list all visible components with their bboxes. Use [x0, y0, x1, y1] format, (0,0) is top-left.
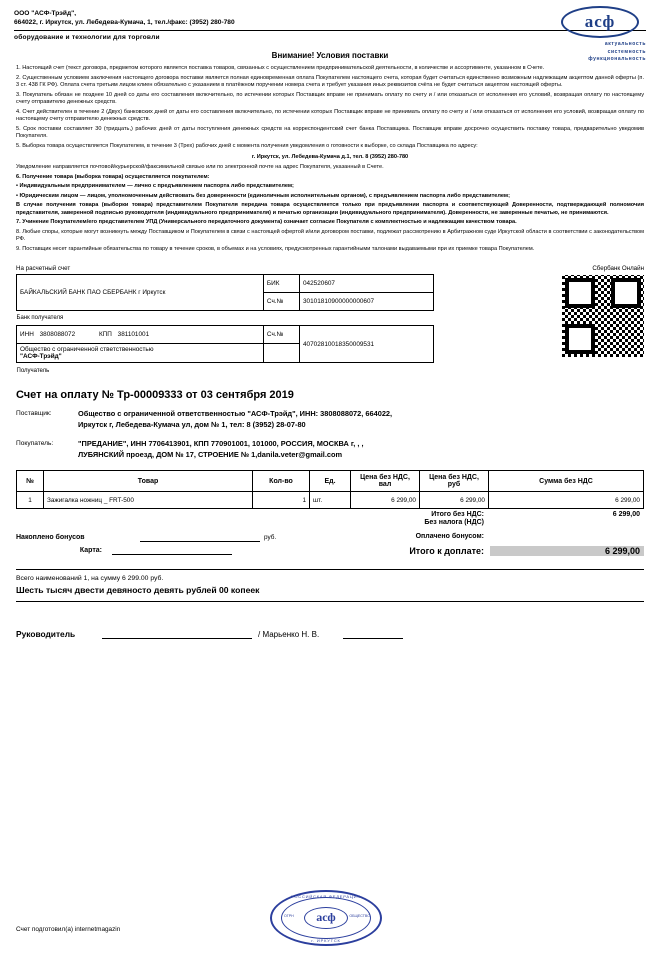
bank-details-block — [16, 265, 644, 377]
terms-title: Внимание! Условия поставки — [271, 51, 389, 60]
prepared-by: Счет подготовил(а) internetmagazin — [16, 926, 121, 933]
card-input[interactable] — [112, 545, 232, 555]
cell-price-rub: 6 299,00 — [420, 492, 489, 509]
buyer-line1: "ПРЕДАНИЕ", ИНН 7706413901, КПП 770901001, 101000, РОССИЯ, МОСКВА г, , , — [78, 438, 364, 448]
terms-item-4: 4. Счет действителен в течение 2 (Двух) банковских дней от даты его составления включительно, по истечении которых Поставщик вправе не принимать оплату по счету и / или отказаться от исполнения его условий, возвращая оплату по настоящему счету отправителю денежных средств. — [16, 108, 644, 123]
terms-item-5: 5. Срок поставки составляет 30 (тридцать,) рабочих дней от даты поступления денежных средств на корреспондентский счет банка Поставщика. Поставщик вправе досрочно осуществить поставку товара, предварительно уведомив Покупателя. — [16, 125, 644, 140]
totals-block — [16, 511, 644, 526]
stamp-arc-bottom: г. ИРКУТСК — [311, 938, 341, 943]
terms-item-2: 2. Существенным условием заключения настоящего договора поставки является полная единовременная оплата Покупателем настоящего счета, которая будет считаться единственно возможным надлежащим акцептом данной оферты (п. 3 ст. 438 ГК РФ). Оплата счета третьим лицом клиен обязательно с указанием в платёжном поручении номера счета и требует указания иных реквизитов счёта не будет считаться акцептом настоящей оферты. — [16, 74, 644, 89]
table-header-row — [17, 471, 644, 492]
stamp-center-text: асф — [316, 910, 336, 924]
summary-block — [16, 569, 644, 595]
buyer-value — [78, 439, 364, 460]
cell-number: 1 — [17, 492, 44, 509]
header-tagline: оборудование и технологии для торговли — [14, 34, 160, 41]
summary-line-1: Всего наименований 1, на сумму 6 299.00 руб. — [16, 575, 164, 583]
supplier-label: Поставщик: — [16, 410, 52, 418]
summary-line-2: Шесть тысяч двести девяносто девять рублей 00 копеек — [16, 585, 260, 596]
kpp-label: КПП — [98, 331, 112, 339]
col-header-price-val: Цена без НДС, вал — [351, 471, 420, 492]
bank-details-table — [16, 274, 434, 377]
logo-sub-line1: актуальность — [604, 41, 646, 47]
total-row-no-tax — [16, 519, 644, 526]
logo-sub-line2: системность — [607, 48, 646, 55]
korr-label: Сч.№ — [263, 293, 299, 311]
col-header-price-rub: Цена без НДС, руб — [420, 471, 489, 492]
stamp-right-text: ОБЩЕСТВО — [349, 914, 370, 918]
header-divider — [14, 30, 646, 31]
cell-sum: 6 299,00 — [489, 492, 644, 509]
account-value: 40702810018350009531 — [300, 326, 434, 363]
table-row — [17, 311, 434, 326]
terms-item-3: 3. Покупатель обязан не позднее 10 дней со даты его составления включительно, по истечении которых Поставщик вправе не принимать оплату по счету и / или отказаться от исполнения его условий, возвращая оплату по настоящему счету отправителю денежных средств. — [16, 91, 644, 106]
bank-left-label: На расчетный счет — [16, 265, 71, 273]
company-logo — [554, 6, 646, 64]
bonus-pay-row — [409, 533, 644, 540]
supplier-line2: Иркутск г, Лебедева-Кумача ул, дом № 1, тел: 8 (3952) 28-07-80 — [78, 420, 306, 430]
final-total-value: 6 299,00 — [490, 546, 644, 556]
bonus-accrued-label: Накоплено бонусов — [16, 533, 85, 541]
terms-item-1: 1. Настоящий счет (текст договора, предметом которого является поставка товаров, связанных с осуществлением предпринимательской деятельности, в количестве и ассортименте, указанном в Счете. — [16, 65, 545, 71]
signature-line-2[interactable] — [343, 628, 403, 639]
account-label: Сч.№ — [263, 326, 299, 344]
terms-section-6-body: В случае получения товара (выборки товара) представителем Покупателя передача товара осуществляется только при предъявлении паспорта и соответствующей Доверенности, подтверждающей полномочия представителя, заверенной подписью руководителя (индивидуального предпринимателя) и печатью организации (индивидуального предпринимателя). Доверенности, не заверенные печатью, не принимаются. — [16, 202, 644, 216]
receiver-bank-label: Банк получателя — [16, 314, 64, 321]
bank-labels-row — [16, 265, 644, 272]
kpp-value: 381101001 — [117, 331, 150, 339]
inn-value: 3808088072 — [39, 331, 76, 339]
logo-mark: асф — [561, 6, 639, 38]
page-title: Счет на оплату № Тр-00009333 от 03 сентября 2019 — [16, 389, 294, 402]
bonus-accrued-input[interactable] — [140, 532, 260, 542]
org-name-cell — [17, 344, 264, 363]
buyer-label: Покупатель: — [16, 439, 54, 447]
cell-price-val: 6 299,00 — [351, 492, 420, 509]
total-value-no-vat: 6 299,00 — [612, 511, 640, 519]
terms-bullet-ul: • Юридическим лицом — лицом, уполномоченным действовать без доверенности (единоличным исполнительным органом), с предъявлением паспорта либо представителем; — [16, 192, 510, 199]
total-row-no-vat — [16, 511, 644, 518]
inn-label: ИНН — [20, 331, 34, 339]
invoice-page — [0, 10, 660, 962]
signature-label: Руководитель — [16, 629, 76, 640]
terms-section-7: 7. Учинение Покупателем/его представителем УПД (Универсального передаточного документа) означает согласие Покупателя с комплектностью и надлежащим качеством товара. — [16, 219, 517, 226]
terms-bullet-ip: • Индивидуальным предпринимателем — лично с предъявлением паспорта либо представителем; — [16, 183, 294, 190]
org-name-line1: Общество с ограниченной стветственностью — [20, 346, 154, 354]
header-company-line1: ООО "АСФ-Трэйд", — [14, 10, 77, 17]
col-header-unit: Ед. — [310, 471, 351, 492]
stamp-arc-top: РОССИЙСКАЯ ФЕДЕРАЦИЯ — [291, 894, 361, 899]
signature-block — [16, 628, 644, 639]
terms-section-8: 8. Любые споры, которые могут возникнуть между Поставщиком и Покупателем в связи с настоящей офертой и/или договором поставки, подлежат рассмотрению в Арбитражном суде Иркутской области в соответствии с законодательством РФ. — [16, 228, 644, 243]
buyer-block — [16, 439, 644, 460]
final-total-label: Итого к доплате: — [409, 546, 484, 557]
table-row — [17, 492, 644, 509]
terms-section-9: 9. Поставщик несет гарантийные обязательства по товару в течение сроков, в объемах и на условиях, предусмотренных гарантийными талонами выдаваемыми при их приемке товара Покупателем. — [16, 245, 535, 252]
bank-name-cell: БАЙКАЛЬСКИЙ БАНК ПАО СБЕРБАНК г Иркутск — [17, 275, 264, 311]
table-row — [17, 326, 434, 344]
logo-sub-line3: функциональность — [588, 56, 646, 62]
card-label: Карта: — [79, 546, 102, 554]
terms-item-6: 5. Выборка товара осуществляется Покупателем, в течение 3 (Трех) рабочих дней с момента получения уведомления о готовности к выборке, со склада Поставщика по адресу: — [16, 142, 478, 149]
col-header-product: Товар — [44, 471, 253, 492]
col-header-qty: Кол-во — [253, 471, 310, 492]
pickup-address: г. Иркутск, ул. Лебедева-Кумача д.1, тел. 8 (3952) 280-780 — [251, 154, 409, 161]
supplier-block — [16, 409, 644, 430]
signature-line[interactable] — [102, 628, 252, 639]
cell-qty: 1 — [253, 492, 310, 509]
table-row — [17, 275, 434, 293]
bik-label: БИК — [263, 275, 299, 293]
total-label-no-vat: Итого без НДС: — [431, 511, 484, 519]
table-row — [17, 363, 434, 378]
total-label-no-tax: Без налога (НДС) — [424, 519, 484, 527]
summary-divider — [16, 601, 644, 602]
org-name-line2: "АСФ-Трэйд" — [20, 353, 62, 361]
col-header-number: № — [17, 471, 44, 492]
bonus-pay-label: Оплачено бонусом: — [415, 533, 484, 541]
stamp-left-text: ОГРН — [284, 914, 294, 918]
company-stamp — [270, 890, 382, 946]
cell-product: Зажигалка ножниц _ FRT-500 — [44, 492, 253, 509]
qr-code — [562, 275, 644, 357]
terms-section — [16, 48, 646, 253]
sberbank-online-label: Сбербанк Онлайн — [592, 265, 644, 273]
logo-subtitle — [554, 41, 646, 64]
terms-section-6-title: 6. Получение товара (выборка товара) осуществляется покупателем: — [16, 173, 210, 180]
bonus-right-block — [409, 532, 644, 556]
terms-notice: Уведомление направляется почтовой/курьерской/факсимильной связью или по электронной почте на адрес Покупателя, указанный в Счете. — [16, 164, 384, 171]
buyer-line2: ЛУБЯНСКИЙ проезд, ДОМ № 17, СТРОЕНИЕ № 1,danila.veter@gmail.com — [78, 449, 343, 459]
goods-table — [16, 470, 644, 509]
header-company-line2: 664022, г. Иркутск, ул. Лебедева-Кумача, 1, тел./факс: (3952) 280-780 — [14, 19, 235, 26]
korr-value: 30101810900000000607 — [300, 293, 434, 311]
bik-value: 042520607 — [300, 275, 434, 293]
supplier-value — [78, 409, 392, 430]
receiver-label: Получатель — [16, 367, 50, 374]
signature-name: / Марьенко Н. В. — [258, 630, 320, 640]
bonus-accrued-unit: руб. — [264, 533, 277, 541]
final-total-row — [409, 546, 644, 556]
empty-cell — [263, 344, 299, 363]
col-header-sum: Сумма без НДС — [489, 471, 644, 492]
cell-unit: шт. — [310, 492, 351, 509]
bonus-block — [16, 532, 644, 555]
supplier-line1: Общество с ограниченной ответственностью "АСФ-Трэйд", ИНН: 3808088072, 664022, — [78, 409, 393, 419]
inn-kpp-cell — [17, 326, 264, 344]
